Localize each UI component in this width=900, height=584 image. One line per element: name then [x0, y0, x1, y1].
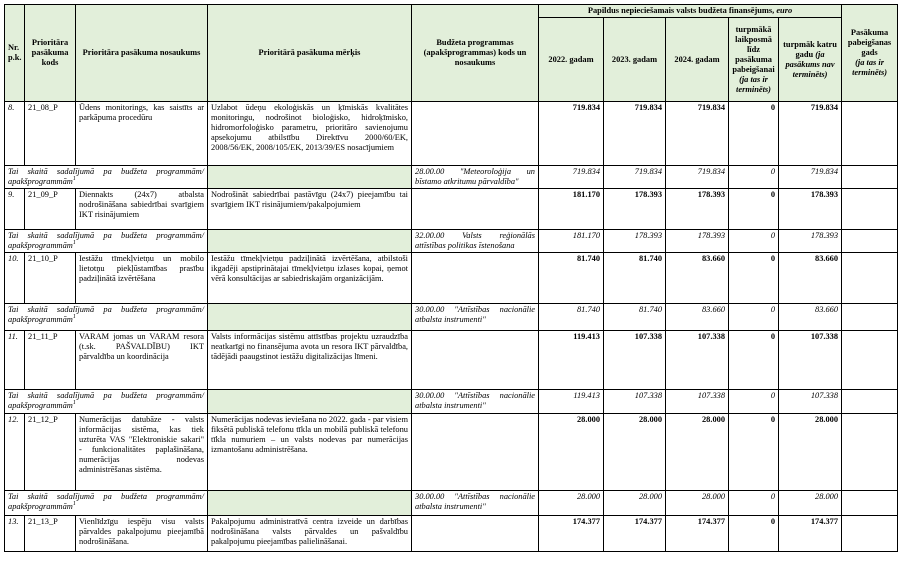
row-further: 0	[729, 516, 779, 552]
row-nr: 13.	[5, 516, 25, 552]
row-code: 21_12_P	[25, 414, 76, 491]
subtotal-row	[5, 166, 898, 189]
row-2022: 181.170	[539, 189, 604, 230]
subtotal-2022: 181.170	[539, 230, 604, 253]
subtotal-label: Tai skaitā sadalījumā pa budžeta programmām/ apakšprogrammām$^1$	[5, 491, 208, 516]
subtotal-each-year: 28.000	[779, 491, 842, 516]
row-nr: 8.	[5, 102, 25, 166]
table-row	[5, 189, 898, 230]
subtotal-program: 30.00.00 "Attīstības nacionālie atbalsta instrumenti"	[412, 390, 539, 414]
row-each-year: 178.393	[779, 189, 842, 230]
row-2024: 107.338	[666, 331, 729, 390]
row-2024: 719.834	[666, 102, 729, 166]
row-name: VARAM jomas un VARAM resora (t.sk. PAŠVALDĪBU) IKT pārvaldība un koordinācija	[76, 331, 208, 390]
subtotal-row	[5, 304, 898, 331]
row-nr: 10.	[5, 253, 25, 304]
row-further: 0	[729, 414, 779, 491]
header-code: Prioritāra pasākuma kods	[25, 5, 76, 102]
row-each-year: 83.660	[779, 253, 842, 304]
subtotal-end-year	[842, 491, 898, 516]
row-2024: 83.660	[666, 253, 729, 304]
row-nr: 12.	[5, 414, 25, 491]
row-each-year: 174.377	[779, 516, 842, 552]
subtotal-label: Tai skaitā sadalījumā pa budžeta programmām/ apakšprogrammām$^1$	[5, 230, 208, 253]
subtotal-further: 0	[729, 166, 779, 189]
subtotal-end-year	[842, 304, 898, 331]
subtotal-each-year: 719.834	[779, 166, 842, 189]
row-2024: 28.000	[666, 414, 729, 491]
row-end-year	[842, 516, 898, 552]
subtotal-goal-cell	[208, 230, 412, 253]
table-row	[5, 253, 898, 304]
table-body	[5, 102, 898, 552]
subtotal-each-year: 83.660	[779, 304, 842, 331]
subtotal-label: Tai skaitā sadalījumā pa budžeta programmām/ apakšprogrammām$^1$	[5, 166, 208, 189]
subtotal-2022: 719.834	[539, 166, 604, 189]
header-funding-unit: euro	[776, 6, 793, 15]
subtotal-2022: 28.000	[539, 491, 604, 516]
subtotal-further: 0	[729, 230, 779, 253]
row-2022: 81.740	[539, 253, 604, 304]
row-goal: Iestāžu tīmekļvietņu padziļinātā izvērtēšana, atbilstoši ikgadēji apstiprinātajai tīmekļvietņu izlases kopai, ņemot vērā konsultācijas ar sabiedriskajām organizācijām.	[208, 253, 412, 304]
subtotal-end-year	[842, 166, 898, 189]
row-program	[412, 331, 539, 390]
subtotal-label: Tai skaitā sadalījumā pa budžeta programmām/ apakšprogrammām$^1$	[5, 304, 208, 331]
row-program	[412, 516, 539, 552]
header-name: Prioritāra pasākuma nosaukums	[76, 5, 208, 102]
row-2023: 174.377	[604, 516, 666, 552]
row-name: Numerācijas datubāze - valsts informācijas sistēma, kas tiek uzturēta VAS "Elektroniskie sakari" - funkcionalitātes paplašināšana, numerācijas nodevas administrēšanas sistēma.	[76, 414, 208, 491]
subtotal-2024: 28.000	[666, 491, 729, 516]
header-each-year: turpmāk katru gadu (ja pasākums nav terminēts)	[779, 18, 842, 102]
header-funding	[539, 5, 842, 18]
header-program: Budžeta programmas (apakšprogrammas) kods un nosaukums	[412, 5, 539, 102]
subtotal-further: 0	[729, 491, 779, 516]
row-further: 0	[729, 331, 779, 390]
row-each-year: 28.000	[779, 414, 842, 491]
row-2022: 174.377	[539, 516, 604, 552]
row-end-year	[842, 414, 898, 491]
subtotal-program: 28.00.00 "Meteoroloģija un bīstamo atkritumu pārvaldība"	[412, 166, 539, 189]
subtotal-2023: 28.000	[604, 491, 666, 516]
row-2024: 174.377	[666, 516, 729, 552]
header-2022: 2022. gadam	[539, 18, 604, 102]
subtotal-label: Tai skaitā sadalījumā pa budžeta programmām/ apakšprogrammām$^1$	[5, 390, 208, 414]
row-nr: 11.	[5, 331, 25, 390]
row-goal: Pakalpojumu administratīvā centra izveide un darbības nodrošināšana valsts pārvaldes un pašvaldību pakalpojumu pieejamības palielināšanai.	[208, 516, 412, 552]
subtotal-row	[5, 491, 898, 516]
subtotal-row	[5, 230, 898, 253]
row-2023: 107.338	[604, 331, 666, 390]
row-2023: 719.834	[604, 102, 666, 166]
row-code: 21_09_P	[25, 189, 76, 230]
row-goal: Nodrošināt sabiedrībai pastāvīgu (24x7) pieejamību tai svarīgiem IKT risinājumiem/pakalpojumiem	[208, 189, 412, 230]
subtotal-goal-cell	[208, 491, 412, 516]
row-each-year: 719.834	[779, 102, 842, 166]
row-program	[412, 414, 539, 491]
header-goal: Prioritārā pasākuma mērķis	[208, 5, 412, 102]
subtotal-each-year: 178.393	[779, 230, 842, 253]
row-code: 21_10_P	[25, 253, 76, 304]
row-2023: 178.393	[604, 189, 666, 230]
subtotal-2023: 81.740	[604, 304, 666, 331]
row-2023: 81.740	[604, 253, 666, 304]
table-row	[5, 414, 898, 491]
subtotal-goal-cell	[208, 166, 412, 189]
subtotal-2024: 719.834	[666, 166, 729, 189]
header-2024: 2024. gadam	[666, 18, 729, 102]
table-row	[5, 331, 898, 390]
subtotal-2022: 81.740	[539, 304, 604, 331]
funding-table	[4, 4, 898, 552]
row-goal: Uzlabot ūdeņu ekoloģiskās un ķīmiskās kvalitātes monitoringu, nodrošinot bioloģisko, hidroķīmisko, hidromorfoloģisko parametru, prioritāro savienojumu apsekojumu atbilstību Direktīvu 2000/60/EK, 2008/56/EK, 2008/105/EK, 2013/39/ES nosacījumiem	[208, 102, 412, 166]
row-program	[412, 253, 539, 304]
row-name: Iestāžu tīmekļvietņu un mobilo lietotņu piekļūstamības prasību padziļinātā izvērtēšana	[76, 253, 208, 304]
table-row	[5, 516, 898, 552]
row-end-year	[842, 253, 898, 304]
header-end-year: Pasākuma pabeigšanas gads (ja tas ir terminēts)	[842, 5, 898, 102]
subtotal-each-year: 107.338	[779, 390, 842, 414]
subtotal-further: 0	[729, 304, 779, 331]
subtotal-goal-cell	[208, 390, 412, 414]
subtotal-2022: 119.413	[539, 390, 604, 414]
subtotal-further: 0	[729, 390, 779, 414]
row-code: 21_11_P	[25, 331, 76, 390]
header-nr: Nr. p.k.	[5, 5, 25, 102]
header-further: turpmākā laikposmā līdz pasākuma pabeigšanai (ja tas ir terminēts)	[729, 18, 779, 102]
row-end-year	[842, 331, 898, 390]
row-further: 0	[729, 253, 779, 304]
row-2024: 178.393	[666, 189, 729, 230]
row-program	[412, 102, 539, 166]
header-2023: 2023. gadam	[604, 18, 666, 102]
row-code: 21_13_P	[25, 516, 76, 552]
subtotal-2023: 178.393	[604, 230, 666, 253]
subtotal-program: 32.00.00 Valsts reģionālās attīstības politikas īstenošana	[412, 230, 539, 253]
row-goal: Valsts informācijas sistēmu attīstības projektu uzraudzība neatkarīgi no finansējuma avota un resora IKT pārvaldība, tādējādi paaugstinot iestāžu digitalizācijas līmeni.	[208, 331, 412, 390]
header-funding-title: Papildus nepieciešamais valsts budžeta finansējums,	[587, 6, 775, 15]
subtotal-end-year	[842, 390, 898, 414]
row-nr: 9.	[5, 189, 25, 230]
subtotal-2023: 107.338	[604, 390, 666, 414]
row-program	[412, 189, 539, 230]
subtotal-2024: 107.338	[666, 390, 729, 414]
row-2022: 119.413	[539, 331, 604, 390]
row-each-year: 107.338	[779, 331, 842, 390]
row-name: Vienlīdzīgu iespēju visu valsts pārvaldes pakalpojumu pieejamībā nodrošināšana.	[76, 516, 208, 552]
row-name: Ūdens monitorings, kas saistīts ar parkāpuma procedūru	[76, 102, 208, 166]
row-2022: 28.000	[539, 414, 604, 491]
subtotal-2024: 178.393	[666, 230, 729, 253]
row-end-year	[842, 102, 898, 166]
row-goal: Numerācijas nodevas ieviešana no 2022. gada - par visiem fiksētā publiskā telefonu tīkla un mobilā publiskā telefonu tīkla numuriem – un valsts nodevas par numerācijas izmantošanu administrēšana.	[208, 414, 412, 491]
row-end-year	[842, 189, 898, 230]
subtotal-goal-cell	[208, 304, 412, 331]
subtotal-2023: 719.834	[604, 166, 666, 189]
subtotal-end-year	[842, 230, 898, 253]
row-code: 21_08_P	[25, 102, 76, 166]
row-2022: 719.834	[539, 102, 604, 166]
subtotal-program: 30.00.00 "Attīstības nacionālie atbalsta instrumenti"	[412, 304, 539, 331]
subtotal-2024: 83.660	[666, 304, 729, 331]
row-further: 0	[729, 102, 779, 166]
subtotal-row	[5, 390, 898, 414]
table-row	[5, 102, 898, 166]
subtotal-program: 30.00.00 "Attīstības nacionālie atbalsta instrumenti"	[412, 491, 539, 516]
row-2023: 28.000	[604, 414, 666, 491]
row-name: Diennakts (24x7) atbalsta nodrošināšana sabiedrībai svarīgiem IKT risinājumiem	[76, 189, 208, 230]
row-further: 0	[729, 189, 779, 230]
